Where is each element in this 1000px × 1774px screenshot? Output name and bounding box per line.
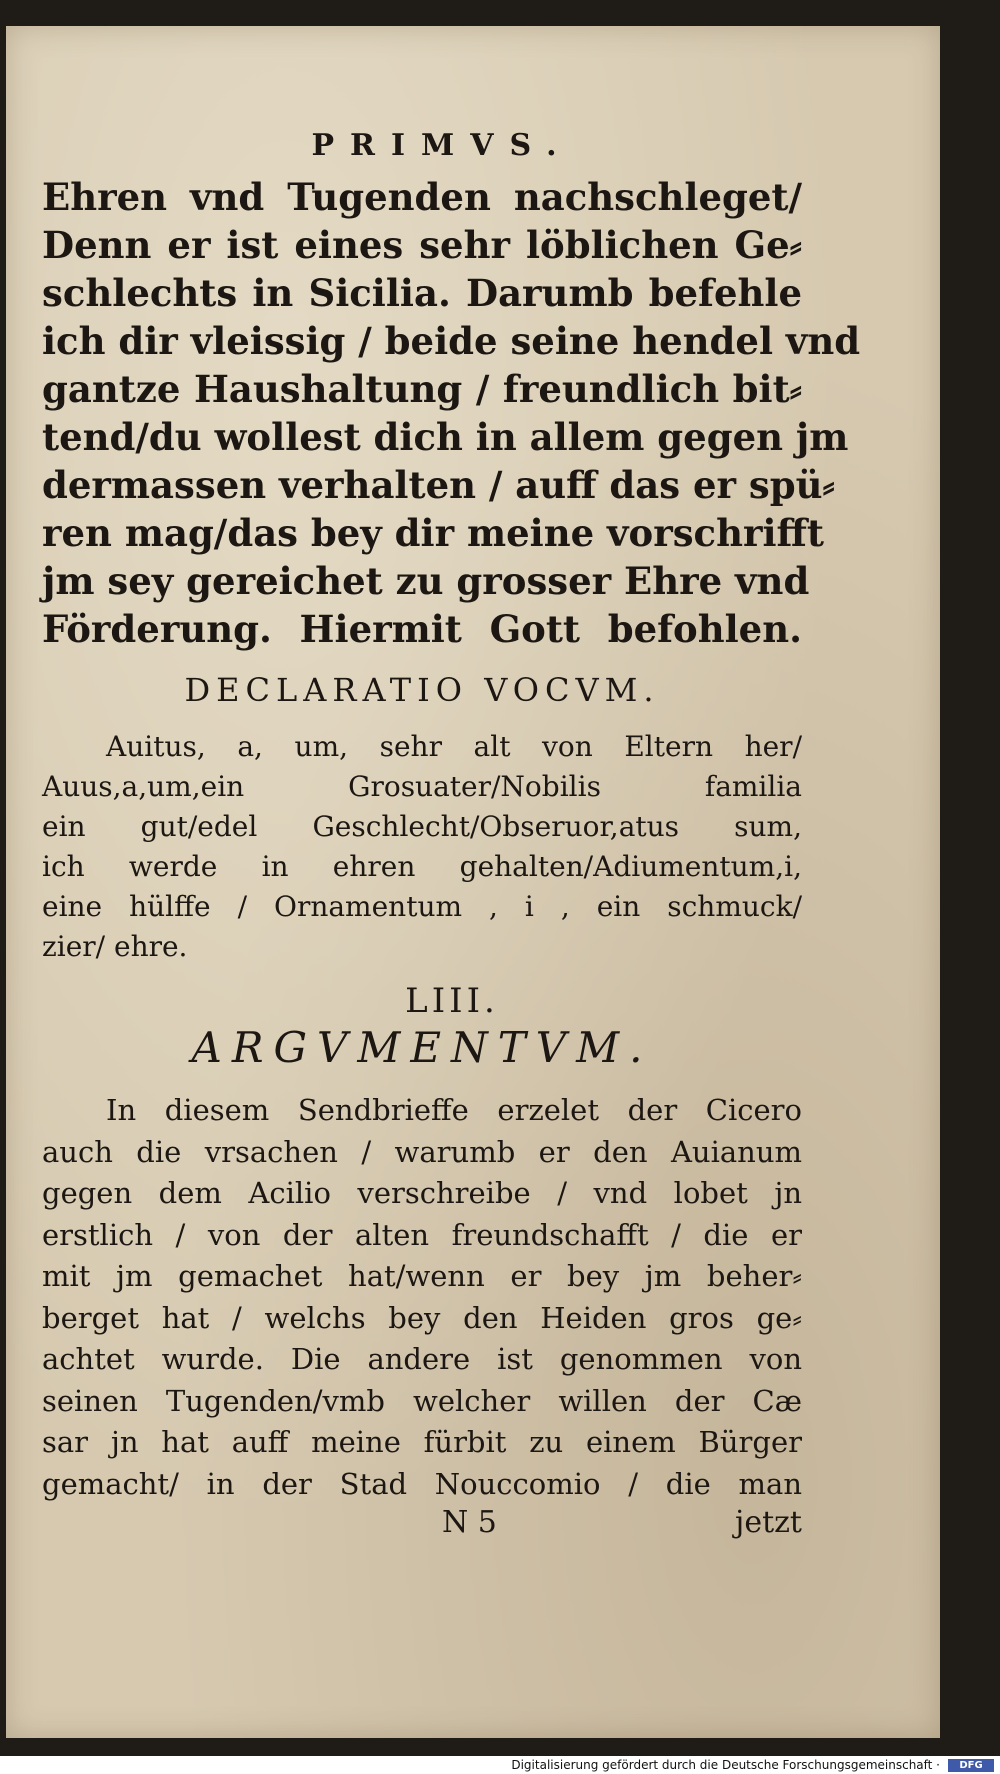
text-line: gantze Haushaltung / freundlich bit⸗ [42, 367, 802, 411]
argumentum-heading: ARGVMENTVM. [191, 1023, 653, 1072]
text-line: auch die vrsachen / warumb er den Auianum [42, 1134, 802, 1169]
text-line: sar jn hat auff meine fürbit zu einem Bürger [42, 1425, 802, 1459]
text-line: Denn er ist eines sehr löblichen Ge⸗ [42, 223, 802, 267]
text-line: ich dir vleissig / beide seine hendel vnd [42, 319, 861, 363]
text-line: jm sey gereichet zu grosser Ehre vnd [42, 559, 810, 603]
text-line: ein gut/edel Geschlecht/Obseruor,atus sum, [42, 810, 802, 843]
text-line: achtet wurde. Die andere ist genommen von [42, 1342, 802, 1376]
text-line: gegen dem Acilio verschreibe / vnd lobet jn [42, 1176, 802, 1210]
digitization-credit: Digitalisierung gefördert durch die Deutsche Forschungsgemeinschaft · [511, 1758, 940, 1772]
text-line: seinen Tugenden/vmb welcher willen der Cæ [42, 1383, 802, 1418]
text-line: gemacht/ in der Stad Nouccomio / die man [42, 1466, 802, 1501]
text-line: Auus,a,um,ein Grosuater/Nobilis familia [42, 770, 802, 803]
text-line: Ehren vnd Tugenden nachschleget/ [42, 175, 802, 219]
text-line: schlechts in Sicilia. Darumb befehle [42, 271, 802, 315]
running-header: PRIMVS. [311, 128, 573, 163]
signature-mark: N 5 [442, 1505, 497, 1540]
catchword: jetzt [735, 1505, 802, 1540]
text-line: ren mag/das bey dir meine vorschrifft [42, 511, 824, 555]
text-line: ich werde in ehren gehalten/Adiumentum,i, [42, 850, 802, 883]
text-line: zier/ ehre. [42, 930, 188, 963]
declaratio-heading: DECLARATIO VOCVM. [184, 671, 660, 709]
text-line: tend/du wollest dich in allem gegen jm [42, 415, 849, 459]
text-line: berget hat / welchs bey den Heiden gros ge⸗ [42, 1300, 802, 1335]
text-line: erstlich / von der alten freundschafft / die er [42, 1217, 802, 1252]
text-line: dermassen verhalten / auff das er spü⸗ [42, 463, 835, 507]
text-block [42, 92, 861, 1549]
text-line: Auitus, a, um, sehr alt von Eltern her/ [106, 730, 802, 763]
text-line: In diesem Sendbrieffe erzelet der Cicero [106, 1093, 802, 1127]
dfg-logo: DFG [948, 1759, 994, 1772]
text-line: mit jm gemachet hat/wenn er bey jm beher⸗ [42, 1259, 802, 1293]
text-line: Förderung. Hiermit Gott befohlen. [42, 607, 802, 651]
text-line: eine hülffe / Ornamentum , i , ein schmuck/ [42, 890, 802, 923]
declaratio-paragraph [42, 727, 802, 967]
argumentum-paragraph [42, 1090, 802, 1505]
fraktur-paragraph [42, 173, 861, 653]
page-bottom-row [42, 1505, 802, 1549]
chapter-number: LIII. [405, 981, 499, 1021]
book-page [6, 26, 940, 1738]
